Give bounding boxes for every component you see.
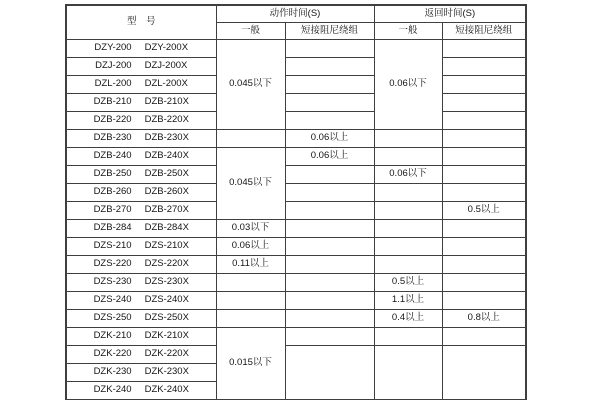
model-name-x: DZB-270X bbox=[144, 204, 189, 216]
model-name: DZS-220 bbox=[93, 258, 132, 270]
cell-action-damping bbox=[285, 274, 374, 292]
model-name-x: DZB-250X bbox=[144, 168, 189, 180]
cell-action-damping bbox=[285, 94, 374, 112]
cell-action-damping bbox=[285, 346, 374, 400]
table-row bbox=[66, 328, 526, 346]
model-name-x: DZB-210X bbox=[144, 96, 189, 108]
cell-return-general: 0.06以下 bbox=[374, 40, 442, 130]
model-name-x: DZB-220X bbox=[144, 114, 189, 126]
table-row bbox=[66, 220, 526, 238]
cell-action-general bbox=[216, 130, 285, 148]
model-cell bbox=[66, 40, 216, 58]
model-cell bbox=[66, 148, 216, 166]
table-row bbox=[66, 310, 526, 328]
table-row bbox=[66, 94, 526, 112]
model-name: DZK-210 bbox=[93, 330, 132, 342]
model-name: DZB-270 bbox=[93, 204, 132, 216]
model-name-x: DZS-250X bbox=[144, 312, 189, 324]
model-name-x: DZS-240X bbox=[144, 294, 189, 306]
cell-return-general: 1.1以上 bbox=[374, 292, 442, 310]
cell-action-damping bbox=[285, 202, 374, 220]
table-row bbox=[66, 76, 526, 94]
model-cell bbox=[66, 184, 216, 202]
cell-return-general bbox=[374, 238, 442, 256]
cell-action-general bbox=[216, 292, 285, 310]
model-name: DZB-230 bbox=[93, 132, 132, 144]
model-cell bbox=[66, 382, 216, 400]
model-cell bbox=[66, 328, 216, 346]
model-name-x: DZK-230X bbox=[144, 366, 189, 378]
cell-action-general: 0.045以下 bbox=[216, 40, 285, 130]
cell-action-general: 0.06以上 bbox=[216, 238, 285, 256]
model-name-x: DZS-220X bbox=[144, 258, 189, 270]
cell-action-damping bbox=[285, 76, 374, 94]
cell-action-general bbox=[216, 310, 285, 328]
model-name: DZS-240 bbox=[93, 294, 132, 306]
cell-return-general bbox=[374, 220, 442, 238]
cell-return-general bbox=[374, 346, 442, 400]
model-name: DZB-220 bbox=[93, 114, 132, 126]
cell-return-damping bbox=[442, 76, 526, 94]
model-name-x: DZB-284X bbox=[144, 222, 189, 234]
table-row bbox=[66, 58, 526, 76]
model-name-x: DZB-260X bbox=[144, 186, 189, 198]
cell-action-damping bbox=[285, 58, 374, 76]
cell-action-general bbox=[216, 274, 285, 292]
model-name-x: DZK-210X bbox=[144, 330, 189, 342]
model-name: DZK-220 bbox=[93, 348, 132, 360]
cell-return-general bbox=[374, 256, 442, 274]
table-row bbox=[66, 238, 526, 256]
cell-return-general bbox=[374, 328, 442, 346]
cell-action-damping bbox=[285, 292, 374, 310]
model-cell bbox=[66, 292, 216, 310]
cell-action-general: 0.11以上 bbox=[216, 256, 285, 274]
header-return-general: 一般 bbox=[374, 23, 442, 40]
cell-action-damping bbox=[285, 256, 374, 274]
header-model: 型 号 bbox=[66, 5, 216, 40]
model-name-x: DZS-230X bbox=[144, 276, 189, 288]
model-name: DZS-210 bbox=[93, 240, 132, 252]
cell-action-damping bbox=[285, 310, 374, 328]
model-name: DZB-284 bbox=[93, 222, 132, 234]
cell-action-damping bbox=[285, 238, 374, 256]
cell-return-damping: 0.8以上 bbox=[442, 310, 526, 328]
table-row bbox=[66, 202, 526, 220]
table-row bbox=[66, 274, 526, 292]
header-action-time: 动作时间(S) bbox=[216, 5, 374, 23]
cell-return-general bbox=[374, 130, 442, 148]
cell-return-general: 0.5以上 bbox=[374, 274, 442, 292]
table-row bbox=[66, 148, 526, 166]
table-row bbox=[66, 40, 526, 58]
model-cell bbox=[66, 58, 216, 76]
cell-action-general: 0.045以下 bbox=[216, 148, 285, 220]
cell-action-damping bbox=[285, 328, 374, 346]
cell-return-general: 0.06以下 bbox=[374, 166, 442, 184]
cell-return-damping bbox=[442, 220, 526, 238]
model-cell bbox=[66, 220, 216, 238]
cell-action-damping bbox=[285, 112, 374, 130]
cell-return-damping bbox=[442, 346, 526, 400]
model-cell bbox=[66, 112, 216, 130]
table-row bbox=[66, 130, 526, 148]
cell-return-general bbox=[374, 202, 442, 220]
model-name-x: DZK-220X bbox=[144, 348, 189, 360]
table-row bbox=[66, 184, 526, 202]
cell-return-damping bbox=[442, 112, 526, 130]
cell-return-damping bbox=[442, 40, 526, 58]
cell-action-damping bbox=[285, 220, 374, 238]
cell-return-damping: 0.5以上 bbox=[442, 202, 526, 220]
model-cell bbox=[66, 166, 216, 184]
model-cell bbox=[66, 346, 216, 364]
header-return-damping: 短接阻尼绕组 bbox=[442, 23, 526, 40]
relay-spec-table bbox=[65, 4, 527, 400]
header-action-damping: 短接阻尼绕组 bbox=[285, 23, 374, 40]
model-cell bbox=[66, 310, 216, 328]
model-cell bbox=[66, 94, 216, 112]
model-cell bbox=[66, 130, 216, 148]
cell-return-damping bbox=[442, 184, 526, 202]
cell-return-damping bbox=[442, 148, 526, 166]
model-cell bbox=[66, 238, 216, 256]
model-name: DZB-250 bbox=[93, 168, 132, 180]
model-name-x: DZJ-200X bbox=[144, 60, 188, 72]
model-cell bbox=[66, 76, 216, 94]
model-name: DZK-230 bbox=[93, 366, 132, 378]
cell-return-damping bbox=[442, 58, 526, 76]
cell-action-damping bbox=[285, 166, 374, 184]
cell-return-general bbox=[374, 148, 442, 166]
cell-return-damping bbox=[442, 256, 526, 274]
cell-action-general: 0.03以下 bbox=[216, 220, 285, 238]
cell-return-damping bbox=[442, 274, 526, 292]
table-row bbox=[66, 256, 526, 274]
header-action-general: 一般 bbox=[216, 23, 285, 40]
model-cell bbox=[66, 364, 216, 382]
model-name-x: DZY-200X bbox=[144, 42, 189, 54]
cell-return-damping bbox=[442, 130, 526, 148]
header-row-1 bbox=[66, 5, 526, 23]
cell-return-general: 0.4以上 bbox=[374, 310, 442, 328]
model-name: DZB-210 bbox=[93, 96, 132, 108]
cell-return-damping bbox=[442, 292, 526, 310]
model-name-x: DZB-230X bbox=[144, 132, 189, 144]
table-row bbox=[66, 112, 526, 130]
cell-return-general bbox=[374, 184, 442, 202]
cell-action-damping bbox=[285, 40, 374, 58]
cell-action-damping bbox=[285, 184, 374, 202]
cell-action-damping: 0.06以上 bbox=[285, 130, 374, 148]
model-name-x: DZK-240X bbox=[144, 384, 189, 396]
model-name: DZB-240 bbox=[93, 150, 132, 162]
model-name-x: DZB-240X bbox=[144, 150, 189, 162]
cell-return-damping bbox=[442, 94, 526, 112]
cell-return-damping bbox=[442, 328, 526, 346]
model-cell bbox=[66, 274, 216, 292]
cell-return-damping bbox=[442, 238, 526, 256]
table-row bbox=[66, 166, 526, 184]
cell-return-damping bbox=[442, 166, 526, 184]
cell-action-general: 0.015以下 bbox=[216, 328, 285, 400]
model-name-x: DZL-200X bbox=[144, 78, 188, 90]
cell-action-damping: 0.06以上 bbox=[285, 148, 374, 166]
model-name: DZY-200 bbox=[94, 42, 132, 54]
model-name: DZS-230 bbox=[93, 276, 132, 288]
model-name: DZS-250 bbox=[93, 312, 132, 324]
header-return-time: 返回时间(S) bbox=[374, 5, 526, 23]
model-cell bbox=[66, 202, 216, 220]
model-name-x: DZS-210X bbox=[144, 240, 189, 252]
table-row bbox=[66, 346, 526, 364]
model-name: DZK-240 bbox=[93, 384, 132, 396]
model-cell bbox=[66, 256, 216, 274]
model-name: DZJ-200 bbox=[95, 60, 132, 72]
model-name: DZB-260 bbox=[93, 186, 132, 198]
table-row bbox=[66, 292, 526, 310]
model-name: DZL-200 bbox=[94, 78, 132, 90]
